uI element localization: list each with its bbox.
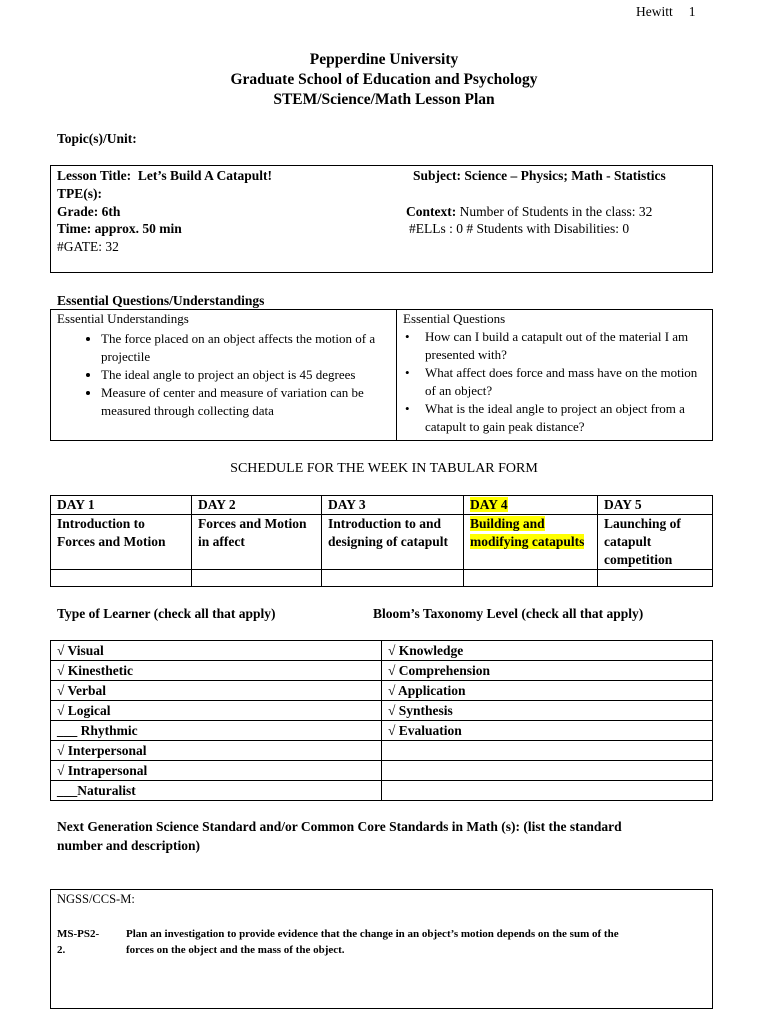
day-header: DAY 1: [51, 496, 192, 515]
understandings-cell: [51, 310, 397, 441]
bullet: •: [405, 401, 410, 416]
table-row: [51, 781, 713, 801]
questions-cell: [397, 310, 713, 441]
essential-heading: Essential Questions/Understandings: [57, 293, 265, 308]
schedule-table: [50, 495, 713, 587]
day-header: DAY 2: [192, 496, 322, 515]
tpe: TPE(s):: [57, 186, 102, 201]
bloom-heading: Bloom’s Taxonomy Level (check all that apply): [373, 606, 644, 621]
lesson-info-box: [50, 165, 713, 273]
table-row: [51, 496, 713, 515]
lesson-title-value: Let’s Build A Catapult!: [137, 168, 273, 183]
learner-item: ___ Rhythmic: [51, 721, 382, 741]
empty-cell: [464, 570, 598, 587]
learner-item: √ Intrapersonal: [51, 761, 382, 781]
empty-cell: [51, 570, 192, 587]
day-header: DAY 5: [598, 496, 713, 515]
table-row: [51, 681, 713, 701]
list-item: • Measure of center and measure of variation can be measured through collecting data: [101, 384, 390, 420]
subject: Subject: Science – Physics; Math - Statistics: [413, 168, 666, 183]
day-activity: [464, 515, 598, 570]
schedule-heading: SCHEDULE FOR THE WEEK IN TABULAR FORM: [230, 461, 538, 476]
gate: #GATE: 32: [57, 239, 119, 254]
standards-heading-line: Next Generation Science Standard and/or Common Core Standards in Math (s): (list the standard: [57, 819, 622, 834]
standards-heading: [57, 817, 622, 855]
lesson-plan-title: STEM/Science/Math Lesson Plan: [273, 91, 495, 108]
understandings-list: [57, 330, 390, 420]
table-row: [51, 661, 713, 681]
ells: #ELLs : 0 # Students with Disabilities: 0: [409, 221, 630, 236]
day-header-highlight: DAY 4: [470, 497, 508, 512]
lesson-title-label: Lesson Title:: [57, 168, 132, 183]
empty-cell: [382, 761, 713, 781]
day-header: DAY 3: [322, 496, 464, 515]
time: Time: approx. 50 min: [57, 221, 182, 236]
bloom-item: √ Synthesis: [382, 701, 713, 721]
context: [406, 204, 652, 220]
standard-code: [57, 926, 99, 958]
context-label: Context:: [406, 204, 457, 219]
understandings-header: Essential Understandings: [57, 311, 189, 326]
empty-cell: [382, 781, 713, 801]
empty-cell: [322, 570, 464, 587]
grade: Grade: 6th: [57, 204, 121, 219]
table-row: [51, 721, 713, 741]
standards-box: [50, 889, 713, 1009]
learner-item: √ Kinesthetic: [51, 661, 382, 681]
question-text: How can I build a catapult out of the material I am presented with?: [425, 329, 689, 362]
standard-code-line: MS-PS2-: [57, 928, 100, 940]
bullet: •: [405, 329, 410, 344]
page-header: [636, 4, 696, 20]
learner-item: √ Logical: [51, 701, 382, 721]
standard-code-line: 2.: [57, 944, 66, 956]
day-activity: Introduction to and designing of catapult: [322, 515, 464, 570]
bloom-item: √ Knowledge: [382, 641, 713, 661]
questions-header: Essential Questions: [403, 311, 506, 326]
table-row: [51, 741, 713, 761]
bloom-item: √ Application: [382, 681, 713, 701]
learner-item: √ Verbal: [51, 681, 382, 701]
bullet: •: [405, 365, 410, 380]
day-activity: Forces and Motion in affect: [192, 515, 322, 570]
table-row: [51, 761, 713, 781]
list-item: • The ideal angle to project an object is 45 degrees: [101, 366, 390, 384]
learner-item: √ Visual: [51, 641, 382, 661]
bloom-item: √ Comprehension: [382, 661, 713, 681]
learner-heading: Type of Learner (check all that apply): [57, 606, 276, 621]
day-activity: Launching of catapult competition: [598, 515, 713, 570]
table-row: [51, 641, 713, 661]
author-name: Hewitt: [636, 4, 673, 19]
lesson-title: [57, 168, 272, 184]
table-row: [51, 515, 713, 570]
day-activity: Introduction to Forces and Motion: [51, 515, 192, 570]
list-item: [403, 328, 706, 364]
list-item: [403, 400, 706, 436]
empty-cell: [598, 570, 713, 587]
standard-description: [126, 926, 619, 958]
standards-label: NGSS/CCS-M:: [57, 892, 135, 906]
standards-heading-line: number and description): [57, 838, 201, 853]
standard-description-line: Plan an investigation to provide evidence that the change in an object’s motion depends on the sum of the: [126, 928, 619, 940]
page-number: 1: [688, 4, 696, 19]
learner-bloom-table: [50, 640, 713, 801]
topic-label: Topic(s)/Unit:: [57, 131, 137, 146]
standard-description-line: forces on the object and the mass of the object.: [126, 944, 345, 956]
list-item: • The force placed on an object affects the motion of a projectile: [101, 330, 390, 366]
empty-cell: [382, 741, 713, 761]
learner-item: √ Interpersonal: [51, 741, 382, 761]
context-value: Number of Students in the class: 32: [459, 204, 653, 219]
question-text: What is the ideal angle to project an object from a catapult to gain peak distance?: [425, 401, 685, 434]
bloom-item: √ Evaluation: [382, 721, 713, 741]
school-title: Graduate School of Education and Psychology: [230, 71, 538, 88]
list-item: [403, 364, 706, 400]
essential-table: [50, 309, 713, 441]
university-title: Pepperdine University: [309, 51, 459, 68]
learner-item: ___Naturalist: [51, 781, 382, 801]
empty-cell: [192, 570, 322, 587]
table-row: [51, 570, 713, 587]
question-text: What affect does force and mass have on the motion of an object?: [425, 365, 698, 398]
day-header: [464, 496, 598, 515]
table-row: [51, 701, 713, 721]
day-activity-highlight: Building and modifying catapults: [470, 516, 585, 549]
